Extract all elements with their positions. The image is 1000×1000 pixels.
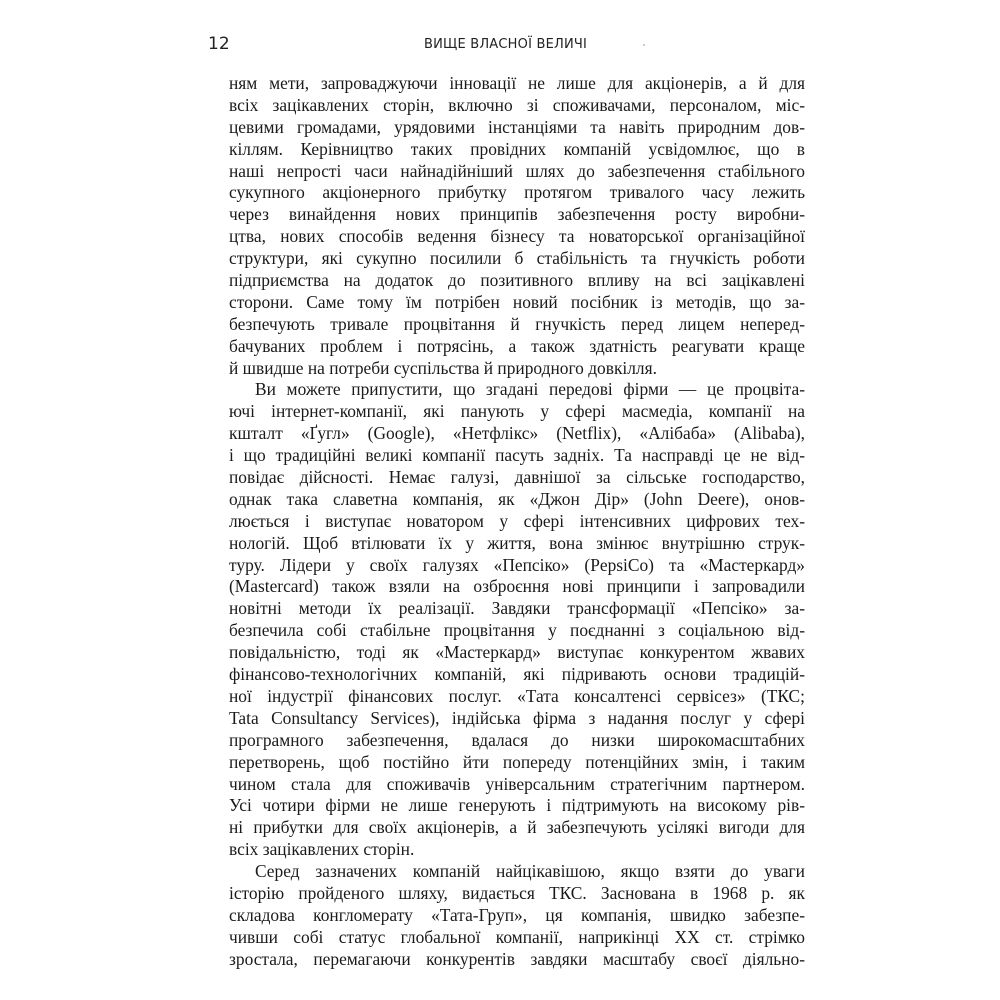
text-line: люється і виступає новатором у сфері інтенсивних цифрових тех- bbox=[229, 510, 805, 531]
text-line: нологій. Щоб втілювати їх у життя, вона змінює внутрішню струк- bbox=[229, 532, 805, 553]
text-line: історію пройденого шляху, видається ТКС. Заснована в 1968 р. як bbox=[229, 882, 805, 903]
text-line: всіх зацікавлених сторін. bbox=[229, 839, 415, 860]
text-line: чином стала для споживачів універсальним стратегічним партнером. bbox=[229, 773, 805, 794]
text-line: сторони. Саме тому їм потрібен новий посібник із методів, що за- bbox=[229, 291, 805, 312]
text-line: новітні методи їх реалізації. Завдяки трансформації «Пепсіко» за- bbox=[229, 598, 805, 619]
text-line: ної індустрії фінансових послуг. «Тата консалтенсі сервісез» (ТКС; bbox=[229, 685, 805, 706]
text-line: ючі інтернет-компанії, які панують у сфері масмедіа, компанії на bbox=[229, 401, 805, 422]
text-line: Серед зазначених компаній найцікавішою, якщо взяти до уваги bbox=[255, 861, 805, 882]
text-line: зростала, перемагаючи конкурентів завдяки масштабу своєї діяльно- bbox=[229, 948, 805, 969]
page-number: 12 bbox=[208, 34, 230, 54]
text-line: бачуваних проблем і потрясінь, а також здатність реагувати краще bbox=[229, 335, 805, 356]
text-line: ні прибутки для своїх акціонерів, а й забезпечують усілякі вигоди для bbox=[229, 817, 805, 838]
text-line: підприємства на додаток до позитивного впливу на всі зацікавлені bbox=[229, 270, 805, 291]
text-line: фінансово-технологічних компаній, які підривають основи традицій- bbox=[229, 664, 805, 685]
text-line: повідальністю, тоді як «Мастеркард» виступає конкурентом жвавих bbox=[229, 642, 805, 663]
text-line: цтва, нових способів ведення бізнесу та новаторської організаційної bbox=[229, 226, 805, 247]
text-line: кіллям. Керівництво таких провідних компаній усвідомлює, що в bbox=[229, 138, 805, 159]
text-line: туру. Лідери у своїх галузях «Пепсіко» (PepsiCo) та «Мастеркард» bbox=[229, 554, 805, 575]
text-line: безпечують тривале процвітання й гнучкість перед лицем неперед- bbox=[229, 313, 805, 334]
text-line: складова конгломерату «Тата-Груп», ця компанія, швидко забезпе- bbox=[229, 904, 805, 925]
text-line: чивши собі статус глобальної компанії, наприкінці XX ст. стрімко bbox=[229, 926, 805, 947]
text-line: Ви можете припустити, що згадані передові фірми — це процвіта- bbox=[255, 379, 805, 400]
text-line: Усі чотири фірми не лише генерують і підтримують на високому рів- bbox=[229, 795, 805, 816]
text-line: структури, які сукупно посилили б стабільність та гнучкість роботи bbox=[229, 248, 805, 269]
text-line: всіх зацікавлених сторін, включно зі споживачами, персоналом, міс- bbox=[229, 94, 805, 115]
paragraph bbox=[229, 379, 805, 861]
running-head bbox=[200, 34, 806, 58]
running-title: ВИЩЕ ВЛАСНОЇ ВЕЛИЧІ bbox=[424, 37, 588, 52]
text-line: (Mastercard) також взяли на озброєння нові принципи і запровадили bbox=[229, 576, 805, 597]
text-line: кшталт «Ґугл» (Google), «Нетфлікс» (Netflix), «Алібаба» (Alibaba), bbox=[229, 423, 805, 444]
text-line: сукупного акціонерного прибутку протягом тривалого часу лежить bbox=[229, 182, 805, 203]
text-line: безпечила собі стабільне процвітання у поєднанні з соціальною від- bbox=[229, 620, 805, 641]
text-line: цевими громадами, урядовими інстанціями та навіть природним дов- bbox=[229, 116, 805, 137]
paragraph bbox=[229, 73, 805, 379]
body-text bbox=[229, 73, 805, 971]
scan-speck bbox=[643, 44, 645, 46]
text-line: Tata Consultancy Services), індійська фірма з надання послуг у сфері bbox=[229, 707, 805, 728]
text-line: ням мети, запроваджуючи інновації не лише для акціонерів, а й для bbox=[229, 73, 805, 93]
text-line: перетворень, щоб постійно йти попереду потенційних змін, і таким bbox=[229, 751, 805, 772]
text-line: й швидше на потреби суспільства й природного довкілля. bbox=[229, 357, 657, 378]
text-line: повідає дійсності. Немає галузі, давнішої за сільське господарство, bbox=[229, 467, 805, 488]
paragraph bbox=[229, 861, 805, 970]
text-line: наші непрості часи найнадійніший шлях до забезпечення стабільного bbox=[229, 160, 805, 181]
text-line: через винайдення нових принципів забезпечення росту виробни- bbox=[229, 204, 805, 225]
text-line: однак така славетна компанія, як «Джон Дір» (John Deere), онов- bbox=[229, 488, 805, 509]
text-line: програмного забезпечення, вдалася до низки широкомасштабних bbox=[229, 729, 805, 750]
text-line: і що традиційні великі компанії пасуть задніх. Та насправді це не від- bbox=[229, 445, 805, 466]
